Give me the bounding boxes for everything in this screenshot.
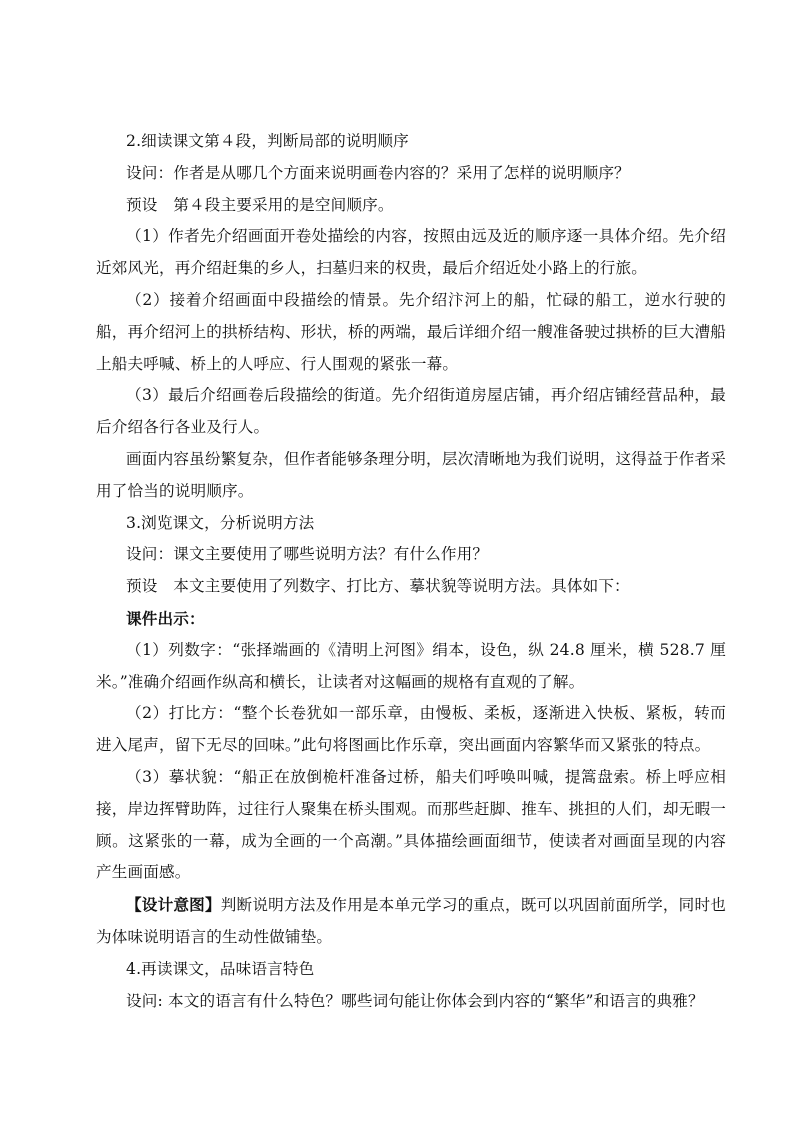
design-intent-label: 【设计意图】 <box>126 895 221 915</box>
section-heading-2: 2.细读课文第４段，判断局部的说明顺序 <box>126 132 409 150</box>
document-content <box>96 126 726 1017</box>
method-item-2: （2）打比方：“整个长卷犹如一部乐章，由慢板、柔板，逐渐进入快板、紧板，转而进入尾声，留下无尽的回味。”此句将图画比作乐章，突出画面内容繁华而又紧张的特点。 <box>96 704 726 755</box>
question-paragraph-2: 设问：课文主要使用了哪些说明方法？有什么作用？ <box>126 545 489 564</box>
design-intent-text: 判断说明方法及作用是本单元学习的重点，既可以巩固前面所学，同时也为体味说明语言的生动性做铺垫。 <box>96 896 726 946</box>
order-item-2: （2）接着介绍画面中段描绘的情景。先介绍汴河上的船，忙碌的船工，逆水行驶的船，再介绍河上的拱桥结构、形状，桥的两端，最后详细介绍一艘准备驶过拱桥的巨大漕船上船夫呼喊、桥上的人呼应、行人围观的紧张一幕。 <box>96 290 726 373</box>
design-intent-paragraph <box>96 889 726 954</box>
section-heading-4: 4.再读课文，品味语言特色 <box>126 959 315 978</box>
preset-paragraph: 预设 第４段主要采用的是空间顺序。 <box>126 195 394 214</box>
courseware-label: 课件出示： <box>126 608 205 628</box>
summary-paragraph: 画面内容虽纷繁复杂，但作者能够条理分明，层次清晰地为我们说明，这得益于作者采用了恰当的说明顺序。 <box>96 449 726 500</box>
preset-paragraph-2: 预设 本文主要使用了列数字、打比方、摹状貌等说明方法。具体如下： <box>126 577 630 596</box>
question-paragraph-3: 设问: 本文的语言有什么特色？哪些词句能让你体会到内容的“繁华”和语言的典雅？ <box>126 991 704 1010</box>
method-item-3: （3）摹状貌：“船正在放倒桅杆准备过桥，船夫们呼唤叫喊，提篙盘索。桥上呼应相接，岸边挥臂助阵，过往行人聚集在桥头围观。而那些赶脚、推车、挑担的人们，却无暇一顾。这紧张的一幕，成为全画的一个高潮。”具体描绘画面细节，使读者对画面呈现的内容产生画面感。 <box>96 767 726 882</box>
question-paragraph: 设问：作者是从哪几个方面来说明画卷内容的？采用了怎样的说明顺序？ <box>126 163 630 182</box>
method-item-1: （1）列数字：“张择端画的《清明上河图》绢本，设色，纵 24.8 厘米，横 528.7 厘米。”准确介绍画作纵高和横长，让读者对这幅画的规格有直观的了解。 <box>96 640 726 691</box>
section-heading-3: 3.浏览课文，分析说明方法 <box>126 513 315 532</box>
order-item-3: （3）最后介绍画卷后段描绘的街道。先介绍街道房屋店铺，再介绍店铺经营品种，最后介绍各行各业及行人。 <box>96 386 726 437</box>
order-item-1: （1）作者先介绍画面开卷处描绘的内容，按照由远及近的顺序逐一具体介绍。先介绍近郊风光，再介绍赶集的乡人，扫墓归来的权贵，最后介绍近处小路上的行旅。 <box>96 227 726 278</box>
